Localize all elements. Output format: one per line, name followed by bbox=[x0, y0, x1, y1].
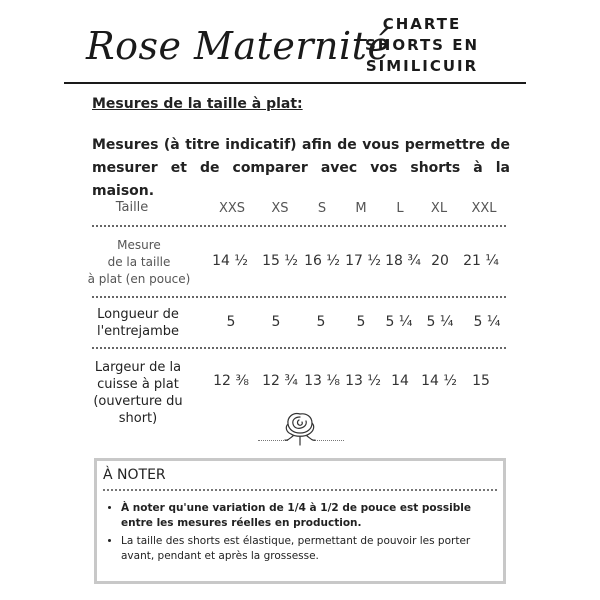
size-header: XL bbox=[430, 201, 448, 216]
row-label-line: à plat (en pouce) bbox=[87, 272, 191, 286]
chart-title-line: SHORTS EN bbox=[364, 36, 480, 54]
brand-logo: Rose Maternité bbox=[86, 24, 391, 68]
row-label-line: (ouverture du bbox=[93, 394, 183, 409]
table-cell: 14 ½ bbox=[421, 373, 457, 389]
table-cell: 5 bbox=[271, 314, 281, 330]
header-divider bbox=[64, 82, 526, 84]
row-label-thigh bbox=[88, 359, 188, 427]
size-header: M bbox=[355, 201, 367, 216]
note-divider bbox=[103, 489, 497, 491]
table-cell: 16 ½ bbox=[304, 253, 340, 269]
row-label-line: short) bbox=[118, 411, 158, 426]
row-label-waist bbox=[84, 237, 194, 288]
table-cell: 5 bbox=[226, 314, 236, 330]
list-item: • À noter qu'une variation de 1/4 à 1/2 de pouce est possible entre les mesures réelles en production. bbox=[121, 501, 491, 531]
intro-paragraph: Mesures (à titre indicatif) afin de vous permettre de mesurer et de comparer avec vos shorts à la maison. bbox=[92, 137, 510, 199]
chart-title bbox=[352, 14, 492, 77]
table-cell: 12 ⅜ bbox=[213, 373, 249, 389]
table-divider bbox=[92, 225, 506, 227]
chart-title-line: SIMILICUIR bbox=[365, 57, 479, 75]
row-label-inseam bbox=[88, 306, 188, 340]
table-cell: 13 ⅛ bbox=[304, 373, 340, 389]
table-cell: 17 ½ bbox=[345, 253, 381, 269]
table-cell: 14 ½ bbox=[212, 253, 248, 269]
table-cell: 5 ¼ bbox=[426, 314, 454, 330]
table-cell: 13 ½ bbox=[345, 373, 381, 389]
size-header: L bbox=[396, 201, 404, 216]
table-cell: 5 ¼ bbox=[473, 314, 501, 330]
table-cell: 21 ¼ bbox=[463, 253, 499, 269]
row-label-line: de la taille bbox=[107, 255, 171, 269]
table-cell: 14 bbox=[391, 373, 409, 389]
list-item: • La taille des shorts est élastique, permettant de pouvoir les porter avant, pendant et après la grossesse. bbox=[121, 534, 491, 564]
row-label-line: Largeur de la bbox=[94, 360, 182, 375]
note-list bbox=[97, 501, 491, 567]
table-divider bbox=[92, 347, 506, 349]
section-heading: Mesures de la taille à plat: bbox=[92, 96, 303, 112]
size-header: S bbox=[317, 201, 327, 216]
table-cell: 15 ½ bbox=[262, 253, 298, 269]
row-label-line: Mesure bbox=[117, 238, 161, 252]
table-cell: 15 bbox=[472, 373, 490, 389]
table-cell: 18 ¾ bbox=[385, 253, 421, 269]
rose-icon bbox=[279, 408, 321, 448]
size-header: XXL bbox=[471, 201, 497, 216]
size-header: XXS bbox=[218, 201, 246, 216]
row-label-line: l'entrejambe bbox=[96, 324, 180, 339]
row-label-line: Longueur de bbox=[97, 307, 179, 322]
table-cell: 5 bbox=[316, 314, 326, 330]
chart-title-line: CHARTE bbox=[382, 15, 462, 33]
size-header-label: Taille bbox=[115, 200, 149, 215]
note-box bbox=[94, 458, 506, 584]
table-divider bbox=[92, 296, 506, 298]
row-label-line: cuisse à plat bbox=[97, 377, 179, 392]
table-cell: 5 bbox=[356, 314, 366, 330]
size-header: XS bbox=[271, 201, 289, 216]
note-title: À NOTER bbox=[103, 467, 166, 483]
table-cell: 20 bbox=[431, 253, 449, 269]
table-cell: 5 ¼ bbox=[385, 314, 413, 330]
table-cell: 12 ¾ bbox=[262, 373, 298, 389]
